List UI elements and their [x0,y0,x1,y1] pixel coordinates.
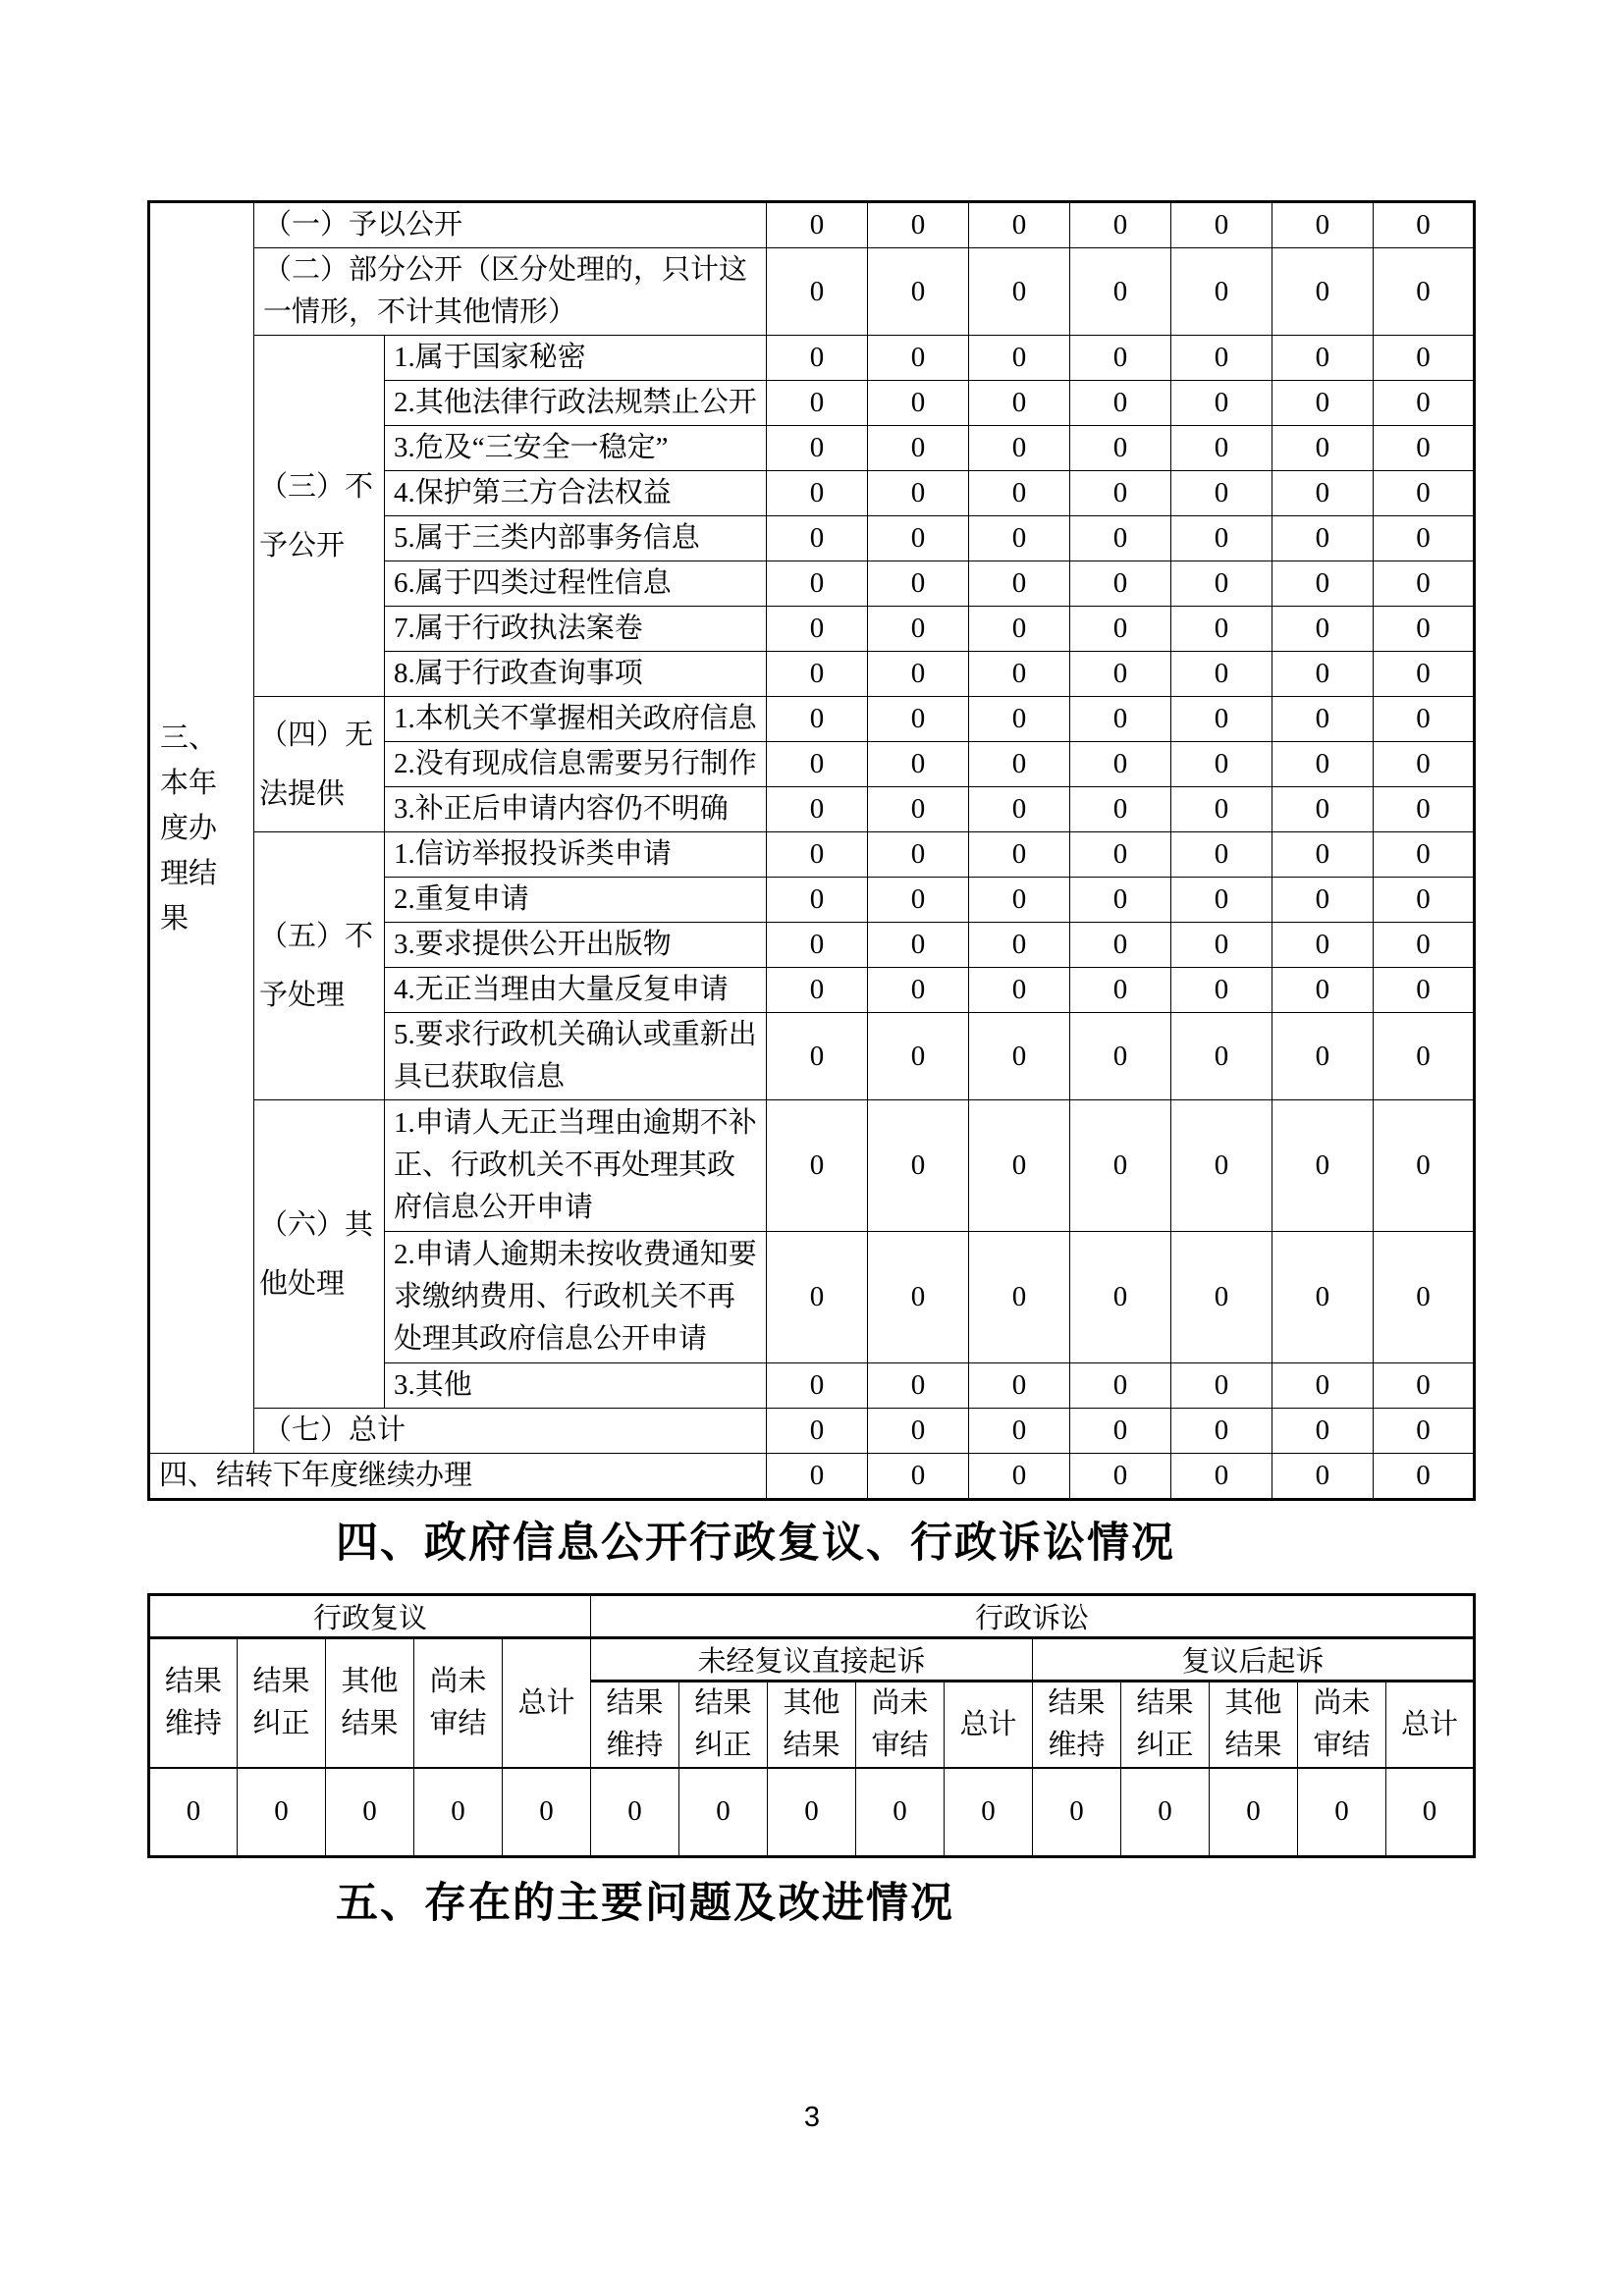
row-group-label: 三、本年度办理结果 [149,202,254,1454]
value-cell: 0 [868,878,969,923]
value-cell: 0 [1170,248,1272,336]
value-cell: 0 [1272,471,1373,516]
value-cell: 0 [1170,923,1272,968]
value-cell: 0 [767,878,868,923]
value-cell: 0 [868,742,969,787]
value-cell: 0 [1272,607,1373,652]
subgroup-header-cell: 未经复议直接起诉 [591,1638,1033,1682]
value-cell: 0 [1272,878,1373,923]
value-cell: 0 [591,1768,679,1856]
value-cell: 0 [1272,652,1373,697]
section5-heading: 五、存在的主要问题及改进情况 [336,1880,954,1927]
value-cell: 0 [1121,1768,1210,1856]
value-cell: 0 [1373,1363,1474,1409]
category-label: （六）其他处理 [254,1100,385,1409]
value-cell: 0 [1373,1100,1474,1232]
table-row [149,1100,1475,1232]
value-cell: 0 [679,1768,768,1856]
value-cell: 0 [868,471,969,516]
value-cell: 0 [968,923,1069,968]
value-cell: 0 [968,742,1069,787]
page-number: 3 [803,2102,821,2133]
value-cell: 0 [767,607,868,652]
row-label: 1.本机关不掌握相关政府信息 [385,697,767,742]
table-row [149,1595,1475,1638]
value-cell: 0 [767,697,868,742]
row-label: 5.属于三类内部事务信息 [385,516,767,561]
value-cell: 0 [868,923,969,968]
value-cell: 0 [1373,516,1474,561]
value-cell: 0 [1170,1232,1272,1363]
value-cell: 0 [1069,516,1170,561]
value-cell: 0 [1272,1100,1373,1232]
column-header-cell: 尚未审结 [414,1638,503,1769]
row-label: （一）予以公开 [254,202,767,248]
value-cell: 0 [1272,1454,1373,1500]
value-cell: 0 [968,652,1069,697]
value-cell: 0 [1069,1100,1170,1232]
value-cell: 0 [868,652,969,697]
value-cell: 0 [238,1768,326,1856]
value-cell: 0 [1272,968,1373,1013]
row-label: （七）总计 [254,1409,767,1454]
value-cell: 0 [1373,607,1474,652]
value-cell: 0 [1170,878,1272,923]
column-header-cell: 结果纠正 [238,1638,326,1769]
value-cell: 0 [503,1768,591,1856]
value-cell: 0 [968,787,1069,832]
value-cell: 0 [1069,923,1170,968]
table-row [149,1638,1475,1682]
value-cell: 0 [1170,516,1272,561]
value-cell: 0 [1373,968,1474,1013]
value-cell: 0 [968,381,1069,426]
value-cell: 0 [1373,1232,1474,1363]
value-cell: 0 [1069,832,1170,878]
value-cell: 0 [1272,248,1373,336]
row-label: 2.重复申请 [385,878,767,923]
column-header-cell: 总计 [503,1638,591,1769]
value-cell: 0 [1170,1013,1272,1100]
value-cell: 0 [1170,1363,1272,1409]
value-cell: 0 [1069,1013,1170,1100]
value-cell: 0 [1069,336,1170,381]
value-cell: 0 [1170,832,1272,878]
group-header-cell: 行政诉讼 [591,1595,1475,1638]
value-cell: 0 [1373,1409,1474,1454]
value-cell: 0 [1373,381,1474,426]
value-cell: 0 [1272,697,1373,742]
value-cell: 0 [968,516,1069,561]
value-cell: 0 [1069,381,1170,426]
column-header-cell: 结果纠正 [1121,1682,1210,1769]
table-row [149,832,1475,878]
value-cell: 0 [968,968,1069,1013]
value-cell: 0 [1386,1768,1475,1856]
value-cell: 0 [1170,471,1272,516]
row-label: 1.属于国家秘密 [385,336,767,381]
value-cell: 0 [1069,1409,1170,1454]
value-cell: 0 [1170,1409,1272,1454]
column-header-cell: 总计 [1386,1682,1475,1769]
value-cell: 0 [1373,248,1474,336]
value-cell: 0 [767,787,868,832]
value-cell: 0 [767,471,868,516]
value-cell: 0 [1170,561,1272,607]
value-cell: 0 [1373,336,1474,381]
column-header-cell: 结果维持 [149,1638,238,1769]
value-cell: 0 [1373,878,1474,923]
value-cell: 0 [767,336,868,381]
table-row [149,336,1475,381]
value-cell: 0 [1272,787,1373,832]
value-cell: 0 [1170,787,1272,832]
value-cell: 0 [767,968,868,1013]
value-cell: 0 [149,1768,238,1856]
value-cell: 0 [1373,1013,1474,1100]
value-cell: 0 [868,426,969,471]
value-cell: 0 [968,1363,1069,1409]
value-cell: 0 [1170,968,1272,1013]
value-cell: 0 [1373,832,1474,878]
value-cell: 0 [968,336,1069,381]
value-cell: 0 [868,381,969,426]
table-row [149,1409,1475,1454]
value-cell: 0 [868,1409,969,1454]
annual-results-table [147,200,1476,1501]
value-cell: 0 [1170,381,1272,426]
value-cell: 0 [1170,1454,1272,1500]
value-cell: 0 [1373,561,1474,607]
value-cell: 0 [968,1013,1069,1100]
value-cell: 0 [1069,248,1170,336]
value-cell: 0 [767,1363,868,1409]
value-cell: 0 [1272,1363,1373,1409]
value-cell: 0 [968,1409,1069,1454]
value-cell: 0 [1069,1454,1170,1500]
value-cell: 0 [1373,652,1474,697]
value-cell: 0 [1069,1232,1170,1363]
value-cell: 0 [1272,742,1373,787]
value-cell: 0 [1272,561,1373,607]
value-cell: 0 [1272,381,1373,426]
value-cell: 0 [767,561,868,607]
section4-heading: 四、政府信息公开行政复议、行政诉讼情况 [336,1520,1175,1567]
value-cell: 0 [1069,968,1170,1013]
value-cell: 0 [767,381,868,426]
value-cell: 0 [868,1013,969,1100]
value-cell: 0 [767,652,868,697]
value-cell: 0 [767,1409,868,1454]
value-cell: 0 [1069,652,1170,697]
value-cell: 0 [1069,697,1170,742]
column-header-cell: 结果维持 [591,1682,679,1769]
value-cell: 0 [1069,878,1170,923]
value-cell: 0 [1272,516,1373,561]
table-row [149,1768,1475,1856]
value-cell: 0 [968,561,1069,607]
value-cell: 0 [1272,336,1373,381]
value-cell: 0 [1373,787,1474,832]
value-cell: 0 [1373,426,1474,471]
value-cell: 0 [868,787,969,832]
value-cell: 0 [767,248,868,336]
column-header-cell: 其他结果 [1210,1682,1298,1769]
value-cell: 0 [968,1232,1069,1363]
column-header-cell: 其他结果 [326,1638,414,1769]
value-cell: 0 [868,1100,969,1232]
value-cell: 0 [1170,742,1272,787]
value-cell: 0 [1170,652,1272,697]
subgroup-header-cell: 复议后起诉 [1033,1638,1475,1682]
table-row [149,202,1475,248]
value-cell: 0 [868,248,969,336]
group-header-cell: 行政复议 [149,1595,591,1638]
row-label: 2.没有现成信息需要另行制作 [385,742,767,787]
value-cell: 0 [1069,1363,1170,1409]
value-cell: 0 [968,202,1069,248]
category-label: （四）无法提供 [254,697,385,832]
value-cell: 0 [945,1768,1033,1856]
value-cell: 0 [1373,1454,1474,1500]
value-cell: 0 [868,1232,969,1363]
value-cell: 0 [1298,1768,1386,1856]
value-cell: 0 [968,1454,1069,1500]
row-label: 4.保护第三方合法权益 [385,471,767,516]
value-cell: 0 [856,1768,945,1856]
column-header-cell: 结果纠正 [679,1682,768,1769]
row-label: 2.申请人逾期未按收费通知要求缴纳费用、行政机关不再处理其政府信息公开申请 [385,1232,767,1363]
row-label: 7.属于行政执法案卷 [385,607,767,652]
value-cell: 0 [767,923,868,968]
value-cell: 0 [1272,923,1373,968]
value-cell: 0 [414,1768,503,1856]
review-litigation-table [147,1593,1476,1858]
value-cell: 0 [1069,561,1170,607]
row-label: 2.其他法律行政法规禁止公开 [385,381,767,426]
value-cell: 0 [1170,697,1272,742]
column-header-cell: 其他结果 [768,1682,856,1769]
value-cell: 0 [767,1100,868,1232]
value-cell: 0 [767,1232,868,1363]
value-cell: 0 [1373,471,1474,516]
table-row [149,1454,1475,1500]
value-cell: 0 [1033,1768,1121,1856]
value-cell: 0 [1170,336,1272,381]
value-cell: 0 [868,607,969,652]
category-label: （三）不予公开 [254,336,385,697]
carryover-row-label: 四、结转下年度继续办理 [149,1454,767,1500]
value-cell: 0 [1069,471,1170,516]
value-cell: 0 [868,1363,969,1409]
value-cell: 0 [767,832,868,878]
value-cell: 0 [1170,607,1272,652]
value-cell: 0 [767,202,868,248]
value-cell: 0 [968,426,1069,471]
value-cell: 0 [868,516,969,561]
value-cell: 0 [968,248,1069,336]
column-header-cell: 总计 [945,1682,1033,1769]
value-cell: 0 [1210,1768,1298,1856]
value-cell: 0 [1373,742,1474,787]
value-cell: 0 [767,516,868,561]
value-cell: 0 [868,968,969,1013]
value-cell: 0 [768,1768,856,1856]
value-cell: 0 [968,832,1069,878]
row-label: 3.其他 [385,1363,767,1409]
table-row [149,248,1475,336]
value-cell: 0 [1373,697,1474,742]
row-label: 3.补正后申请内容仍不明确 [385,787,767,832]
value-cell: 0 [1069,202,1170,248]
value-cell: 0 [868,1454,969,1500]
value-cell: 0 [1373,923,1474,968]
value-cell: 0 [968,607,1069,652]
table-row [149,697,1475,742]
row-label: 1.信访举报投诉类申请 [385,832,767,878]
value-cell: 0 [1170,1100,1272,1232]
column-header-cell: 尚未审结 [1298,1682,1386,1769]
value-cell: 0 [968,697,1069,742]
value-cell: 0 [1069,742,1170,787]
value-cell: 0 [1272,202,1373,248]
value-cell: 0 [326,1768,414,1856]
value-cell: 0 [1272,426,1373,471]
value-cell: 0 [1272,832,1373,878]
value-cell: 0 [1373,202,1474,248]
row-label: （二）部分公开（区分处理的，只计这一情形，不计其他情形） [254,248,767,336]
value-cell: 0 [1170,426,1272,471]
value-cell: 0 [1272,1232,1373,1363]
value-cell: 0 [868,202,969,248]
value-cell: 0 [868,832,969,878]
value-cell: 0 [1272,1013,1373,1100]
row-label: 1.申请人无正当理由逾期不补正、行政机关不再处理其政府信息公开申请 [385,1100,767,1232]
value-cell: 0 [868,697,969,742]
row-label: 8.属于行政查询事项 [385,652,767,697]
value-cell: 0 [767,1454,868,1500]
value-cell: 0 [968,878,1069,923]
value-cell: 0 [1069,787,1170,832]
value-cell: 0 [968,1100,1069,1232]
value-cell: 0 [868,561,969,607]
row-label: 5.要求行政机关确认或重新出具已获取信息 [385,1013,767,1100]
value-cell: 0 [1170,202,1272,248]
value-cell: 0 [767,1013,868,1100]
value-cell: 0 [767,742,868,787]
row-label: 3.危及“三安全一稳定” [385,426,767,471]
column-header-cell: 结果维持 [1033,1682,1121,1769]
value-cell: 0 [1272,1409,1373,1454]
row-label: 6.属于四类过程性信息 [385,561,767,607]
value-cell: 0 [1069,607,1170,652]
value-cell: 0 [767,426,868,471]
column-header-cell: 尚未审结 [856,1682,945,1769]
value-cell: 0 [1069,426,1170,471]
category-label: （五）不予处理 [254,832,385,1100]
row-label: 3.要求提供公开出版物 [385,923,767,968]
value-cell: 0 [868,336,969,381]
value-cell: 0 [968,471,1069,516]
row-label: 4.无正当理由大量反复申请 [385,968,767,1013]
